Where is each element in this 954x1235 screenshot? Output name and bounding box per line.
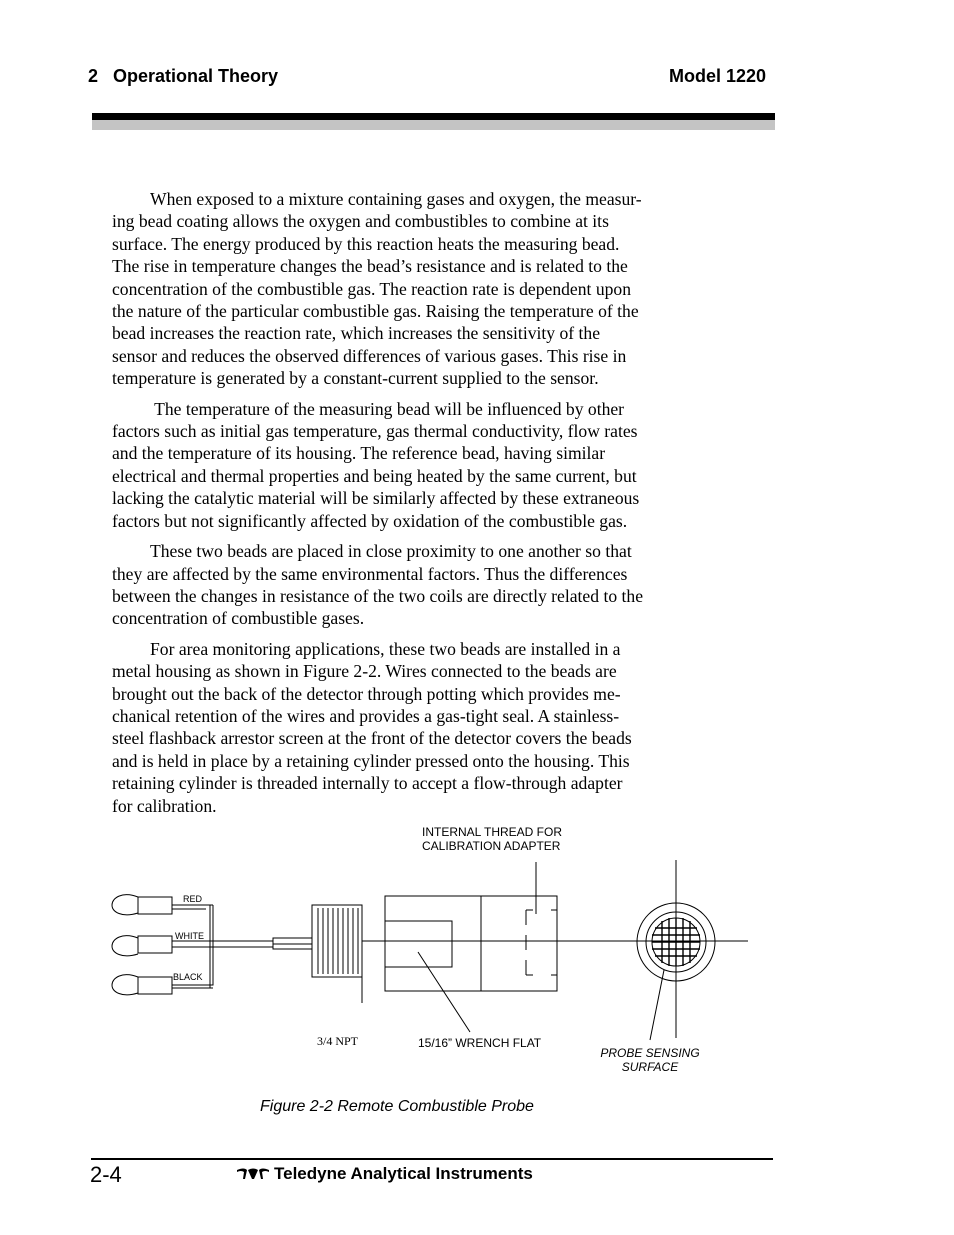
text-line: between the changes in resistance of the two coils are directly related to the <box>112 585 644 606</box>
internal-thread-dashes <box>526 910 557 975</box>
text-line: surface. The energy produced by this reaction heats the measuring bead. <box>112 233 620 254</box>
paragraph-2 <box>112 398 692 532</box>
text-line: brought out the back of the detector through potting which provides me- <box>112 683 621 704</box>
text-line: and is held in place by a retaining cylinder pressed onto the housing. This <box>112 750 630 771</box>
npt-thread-body <box>312 905 362 977</box>
text-line: retaining cylinder is threaded internally to accept a flow-through adapter <box>112 773 623 794</box>
text-line: factors but not significantly affected by oxidation of the combustible gas. <box>112 510 628 531</box>
body-text <box>112 188 692 825</box>
terminal-red <box>138 897 172 914</box>
text-line: When exposed to a mixture containing gases and oxygen, the measur- <box>150 189 642 209</box>
text-line: for calibration. <box>112 795 217 816</box>
text-line: chanical retention of the wires and provides a gas-tight seal. A stainless- <box>112 705 620 726</box>
label-red: RED <box>183 894 203 904</box>
paragraph-3 <box>112 540 692 630</box>
figure-caption: Figure 2-2 Remote Combustible Probe <box>260 1098 534 1115</box>
text-line: The temperature of the measuring bead will be influenced by other <box>150 398 625 419</box>
text-line: bead increases the reaction rate, which increases the sensitivity of the <box>112 323 601 344</box>
label-probe-sensing-1: PROBE SENSING <box>600 1046 700 1060</box>
model-label: Model 1220 <box>669 66 767 86</box>
text-line: The rise in temperature changes the bead’s resistance and is related to the <box>112 256 628 277</box>
page-number: 2-4 <box>90 1162 122 1187</box>
text-line: steel flashback arrestor screen at the front of the detector covers the beads <box>112 728 632 749</box>
text-line: sensor and reduces the observed differences of various gases. This rise in <box>112 345 627 366</box>
label-white: WHITE <box>175 931 204 941</box>
remote-combustible-probe-diagram <box>0 820 954 1090</box>
inner-cavity <box>385 921 452 967</box>
npt-thread-lines <box>318 908 358 974</box>
text-line: factors such as initial gas temperature, gas thermal conductivity, flow rates <box>112 421 638 442</box>
text-line: ing bead coating allows the oxygen and combustibles to combine at its <box>112 211 609 232</box>
text-line: concentration of combustible gases. <box>112 608 365 629</box>
paragraph-4 <box>112 638 692 817</box>
text-line: temperature is generated by a constant-current supplied to the sensor. <box>112 368 599 389</box>
text-line: For area monitoring applications, these two beads are installed in a <box>150 638 621 659</box>
wire-loop-black <box>112 975 138 995</box>
label-black: BLACK <box>173 972 203 982</box>
wire-loop-red <box>112 895 138 915</box>
paragraph-1 <box>112 188 692 390</box>
section-title: 2 Operational Theory <box>88 66 279 86</box>
label-internal-thread-2: CALIBRATION ADAPTER <box>422 839 561 853</box>
text-line: concentration of the combustible gas. The reaction rate is dependent upon <box>112 278 632 299</box>
brand-name: Teledyne Analytical Instruments <box>274 1164 533 1183</box>
label-npt: 3/4 NPT <box>317 1034 359 1048</box>
terminal-black <box>138 977 172 994</box>
text-line: These two beads are placed in close proximity to one another so that <box>150 541 632 562</box>
terminal-white <box>138 936 172 953</box>
wire-loop-white <box>112 936 138 956</box>
text-line: electrical and thermal properties and being heated by the same current, but <box>112 465 637 486</box>
header-rule-shadow <box>92 120 775 130</box>
text-line: the nature of the particular combustible gas. Raising the temperature of the <box>112 301 639 322</box>
teledyne-logo-icon <box>236 1167 270 1181</box>
label-internal-thread-1: INTERNAL THREAD FOR <box>422 825 563 839</box>
text-line: lacking the catalytic material will be similarly affected by these extraneous <box>112 488 640 509</box>
probe-sensing-leader <box>650 970 664 1040</box>
text-line: metal housing as shown in Figure 2-2. Wires connected to the beads are <box>112 661 617 682</box>
footer-brand <box>236 1164 533 1184</box>
text-line: they are affected by the same environmental factors. Thus the differences <box>112 563 628 584</box>
header-rule <box>92 113 775 120</box>
text-line: and the temperature of its housing. The reference bead, having similar <box>112 443 606 464</box>
wrench-flat-leader <box>418 952 470 1032</box>
label-wrench-flat: 15/16” WRENCH FLAT <box>418 1036 542 1050</box>
label-probe-sensing-2: SURFACE <box>621 1060 679 1074</box>
footer-rule <box>91 1158 773 1160</box>
